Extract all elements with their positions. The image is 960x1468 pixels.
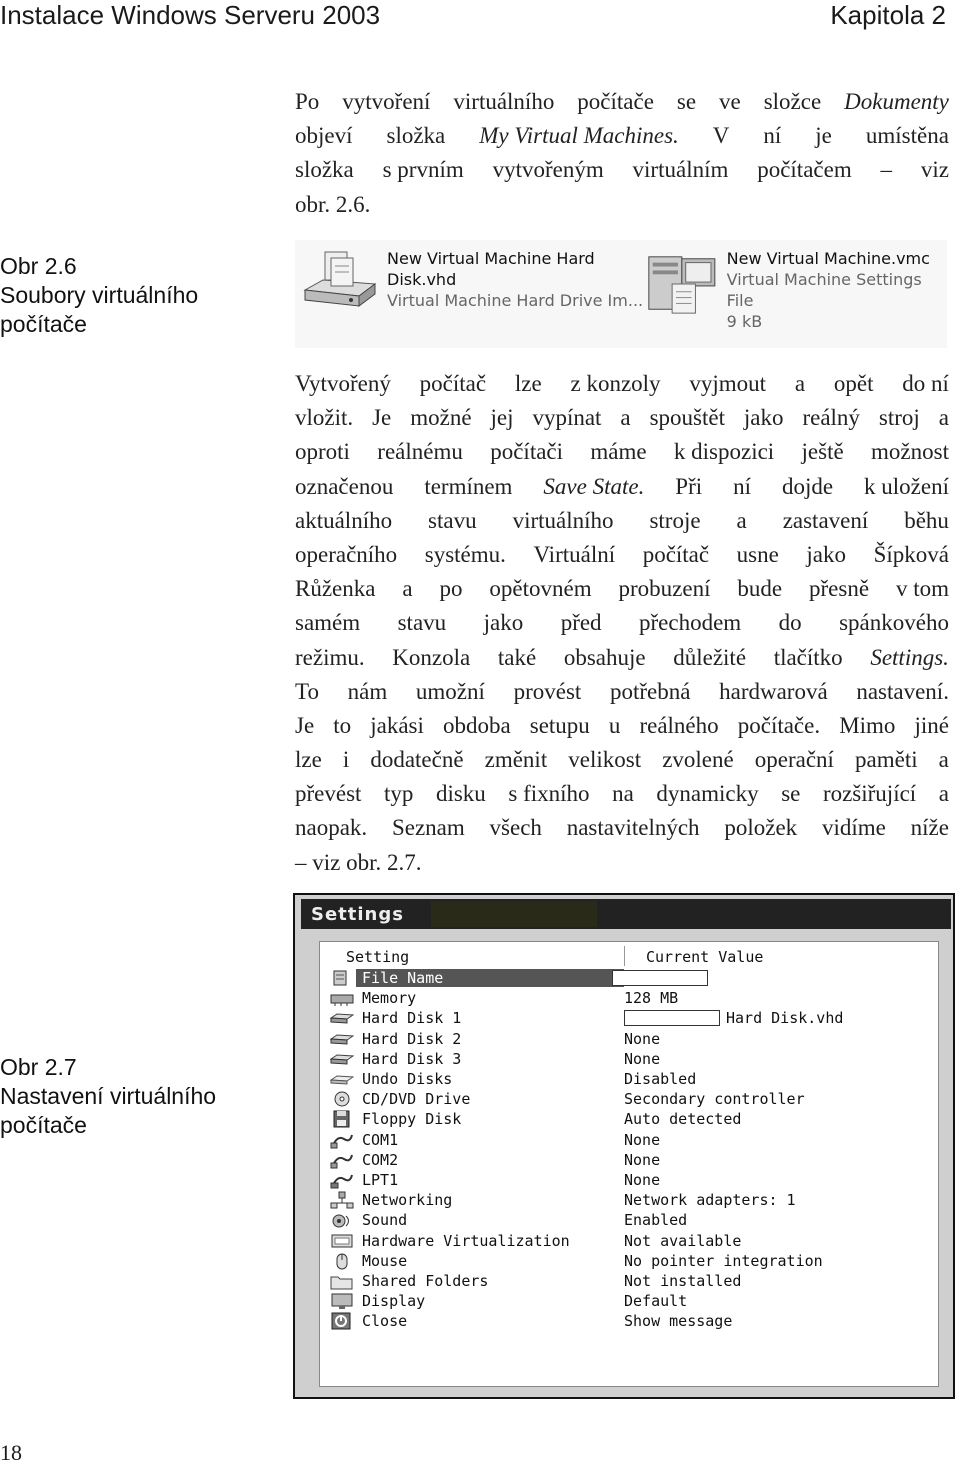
word: a [402,576,413,602]
word: Šípková [873,541,949,567]
value-text: Default [624,1292,688,1311]
word: všech [489,815,542,841]
settings-row[interactable] [328,1271,930,1291]
shared-folders-icon [328,1272,356,1290]
text-line [295,435,949,469]
network-icon [328,1191,356,1209]
com-port-icon [328,1151,356,1169]
word: Dokumenty [844,89,949,114]
setting-value [624,1232,741,1250]
settings-row[interactable] [328,1049,930,1069]
word: počítače [577,89,654,114]
display-icon [328,1292,356,1310]
caption-number: Obr 2.7 [0,1054,77,1080]
value-text: Secondary controller [624,1090,805,1109]
setting-value [624,1131,660,1149]
word: přechodem [639,610,742,636]
text-line [295,401,949,435]
file-type: Virtual Machine Hard Drive Im... [387,291,644,310]
hard-disk-icon [328,1009,356,1027]
word: ještě [801,439,844,465]
word: vytvoření [342,89,431,114]
word: zastavení [782,507,869,533]
setting-value [624,1070,696,1088]
word: obsahuje [563,644,646,670]
settings-row[interactable] [328,1230,930,1250]
word: změnit [484,747,548,773]
word: možné [410,405,472,431]
settings-row[interactable] [328,988,930,1008]
setting-name: Shared Folders [362,1271,489,1290]
floppy-icon [328,1110,356,1128]
text-line [295,572,949,606]
setting-value [624,1171,660,1189]
setting-value [624,1151,660,1169]
word: a [938,781,949,807]
word: počítač [419,371,487,396]
word: máme [590,439,647,465]
file-item-vmc[interactable] [643,248,947,332]
value-text: 128 MB [624,989,679,1008]
settings-row[interactable] [328,1008,930,1028]
caption-line: počítače [0,311,87,337]
word: v tom [895,576,949,602]
word: vložit. [295,405,354,431]
word: jako [806,541,846,567]
setting-name: Close [362,1312,408,1331]
word: přesně [809,576,870,602]
word: Mimo [839,712,896,738]
word: opět [833,371,874,396]
settings-window [293,893,955,1399]
value-text: Disabled [624,1070,697,1089]
word: důležité [673,644,747,670]
text-line [295,188,949,222]
caption-line: počítače [0,1112,87,1138]
word: označenou [295,473,394,499]
word: to [333,712,352,738]
word: Settings. [870,644,949,670]
figure-2-7-caption [0,1053,216,1140]
word: a [736,507,747,533]
word: nám [347,678,388,704]
text-line [295,641,949,675]
file-name: New Virtual Machine.vmc [726,249,930,268]
column-header-value[interactable]: Current Value [646,948,764,966]
word: – [880,157,893,183]
value-text: None [624,1029,661,1048]
text-line [295,709,949,743]
setting-name: COM1 [362,1130,399,1149]
body-paragraph [295,367,949,880]
value-text: Show message [624,1312,733,1331]
intro-paragraph [295,85,949,222]
word: režimu. [295,644,365,670]
figure-2-6-caption [0,252,198,339]
settings-row[interactable] [328,1069,930,1089]
word: vypínat [532,405,602,431]
setting-value [624,1050,660,1068]
word: aktuálního [295,507,393,533]
word: stroje [649,507,701,533]
value-text: No pointer integration [624,1251,823,1270]
word: a [938,405,949,431]
text-line [295,504,949,538]
word: velikost [568,747,642,773]
word: disku [435,781,486,807]
word: jako [483,610,524,636]
file-name: New Virtual Machine Hard [387,249,595,268]
text-line [295,811,949,845]
word: počítače. [737,712,821,738]
word: složka [386,123,446,149]
memory-icon [328,989,356,1007]
word: nastavitelných [566,815,700,841]
chapter-title: Instalace Windows Serveru 2003 [0,0,381,30]
settings-row[interactable] [328,1251,930,1271]
word: Růženka [295,576,376,602]
file-name-icon [328,969,356,987]
word: dodatečně [370,747,464,773]
word: do ní [902,371,949,396]
hardware-virtualization-icon [328,1232,356,1250]
word: Konzola [392,644,471,670]
text-line [295,675,949,709]
word: V [712,123,730,149]
value-text: None [624,1049,661,1068]
text-line [295,85,949,119]
word: nastavení. [856,678,949,704]
word: operační [754,747,834,773]
file-type: Virtual Machine Settings File [726,270,922,310]
word: usne [736,541,779,567]
word: na [612,781,634,807]
setting-name: Floppy Disk [362,1110,462,1129]
word: s fixního [508,781,590,807]
word: reálného [639,712,719,738]
word: provést [513,678,582,704]
word: virtuálního [512,507,614,533]
word: virtuálním [632,157,729,183]
settings-row[interactable] [328,1190,930,1210]
word: Je [372,405,392,431]
file-item-vhd[interactable] [301,248,643,320]
word: Vytvořený [295,371,391,396]
word: vytvořeným [492,157,604,183]
file-name: Disk.vhd [387,270,457,289]
settings-row[interactable] [328,1089,930,1109]
word: lze [514,371,542,396]
word: hardwarová [719,678,828,704]
setting-value [624,1312,732,1330]
word: také [497,644,537,670]
word: u [608,712,621,738]
word: umožní [415,678,485,704]
word: zvolené [662,747,734,773]
word: spánkového [839,610,949,636]
window-title: Settings [311,904,404,925]
word: do [778,610,802,636]
word: operačního [295,541,398,567]
word: probuzení [618,576,711,602]
titlebar-swatch [431,901,597,927]
column-header-setting[interactable]: Setting [346,948,410,966]
word: se [676,89,697,114]
word: – viz obr. 2.7. [295,849,422,875]
word: naopak. [295,815,368,841]
value-text: None [624,1150,661,1169]
text-line [295,470,949,504]
word: oproti [295,439,350,465]
settings-row[interactable] [328,1109,930,1129]
word: paměti [855,747,918,773]
text-line [295,119,949,153]
setting-value [624,1090,805,1108]
word: složce [763,89,822,114]
text-line [295,606,949,640]
settings-row[interactable] [328,968,930,988]
word: dynamicky [656,781,759,807]
word: objeví [295,123,353,149]
word: složka [295,157,354,183]
settings-row[interactable] [328,1150,930,1170]
hard-drive-icon [301,248,381,320]
word: převést [295,781,362,807]
setting-name: Display [362,1292,426,1311]
word: tlačítko [773,644,843,670]
word: obr. 2.6. [295,191,371,217]
value-field[interactable] [612,970,708,986]
word: typ [384,781,414,807]
page-number: 18 [0,1440,22,1465]
setting-value [624,989,678,1007]
word: obdoba [442,712,511,738]
word: Po [295,89,320,114]
word: před [560,610,602,636]
value-text: Auto detected [624,1110,742,1129]
word: jiné [914,712,949,738]
setting-value [624,1211,687,1229]
word: Je [295,712,315,738]
word: běhu [904,507,949,533]
setting-name: COM2 [362,1150,399,1169]
figure-2-6-file-view [295,240,947,348]
setting-name: Hard Disk 3 [362,1049,462,1068]
setting-name: Undo Disks [362,1070,453,1089]
word: po [439,576,463,602]
word: a [620,405,631,431]
computer-icon [643,248,721,320]
setting-value [624,1252,823,1270]
setting-name: CD/DVD Drive [362,1090,471,1109]
value-text: Hard Disk.vhd [726,1009,844,1028]
word: opětovném [489,576,592,602]
word: bude [737,576,783,602]
word: z konzoly [570,371,661,396]
word: se [781,781,801,807]
column-divider[interactable] [624,946,625,966]
word: reálný [802,405,860,431]
setting-name: Hardware Virtualization [362,1231,570,1250]
word: termínem [424,473,513,499]
word: jakási [370,712,424,738]
word: a [794,371,806,396]
word: systému. [424,541,506,567]
setting-name: Mouse [362,1251,408,1270]
word: rozšiřující [822,781,917,807]
word: počítači [490,439,564,465]
settings-row[interactable] [328,1291,930,1311]
word: stroj [878,405,920,431]
word: viz [920,157,949,183]
hard-disk-icon [328,1030,356,1048]
word: spouštět [649,405,725,431]
close-icon [328,1312,356,1330]
word: My Virtual Machines. [479,123,679,149]
word: reálnému [377,439,463,465]
word: setupu [529,712,590,738]
value-text: Not available [624,1231,742,1250]
word: počítačem [757,157,852,183]
word: s prvním [382,157,464,183]
settings-row[interactable] [328,1170,930,1190]
setting-name: File Name [356,969,624,987]
caption-number: Obr 2.6 [0,253,77,279]
word: je [815,123,832,149]
setting-name: Memory [362,989,417,1008]
word: dojde [781,473,834,499]
word: Save State. [543,473,645,499]
word: položek [724,815,798,841]
word: lze [295,747,322,773]
word: Při [675,473,703,499]
word: i [342,747,350,773]
word: možnost [871,439,949,465]
setting-name: Sound [362,1211,408,1230]
setting-name: Hard Disk 2 [362,1029,462,1048]
text-line [295,538,949,572]
file-size: 9 kB [726,312,763,331]
cd-dvd-icon [328,1090,356,1108]
settings-row[interactable] [328,1210,930,1230]
word: stavu [428,507,477,533]
setting-value [624,1030,660,1048]
word: jako [743,405,784,431]
word: potřebná [609,678,691,704]
hard-disk-icon [328,1050,356,1068]
window-titlebar [301,899,951,929]
settings-row[interactable] [328,1130,930,1150]
word: ve [719,89,741,114]
value-text: None [624,1170,661,1189]
settings-list [319,941,939,1387]
setting-value [624,1292,687,1310]
word: umístěna [865,123,949,149]
undo-disks-icon [328,1070,356,1088]
text-line [295,367,949,401]
text-line [295,846,949,880]
word: samém [295,610,361,636]
text-line [295,153,949,187]
settings-row[interactable] [328,1311,930,1331]
word: níže [910,815,949,841]
setting-value [624,970,714,986]
word: a [938,747,949,773]
value-text: Enabled [624,1211,688,1230]
setting-name: Hard Disk 1 [362,1009,462,1028]
setting-value [624,1110,741,1128]
word: k uložení [864,473,949,499]
word: virtuálního [453,89,555,114]
settings-rows [328,968,930,1331]
com-port-icon [328,1131,356,1149]
word: stavu [397,610,447,636]
settings-row[interactable] [328,1029,930,1049]
caption-line: Soubory virtuálního [0,282,199,308]
word: počítač [642,541,710,567]
text-line [295,743,949,777]
word: ní [733,473,751,499]
caption-line: Nastavení virtuálního [0,1083,217,1109]
sound-icon [328,1211,356,1229]
value-text: None [624,1130,661,1149]
mouse-icon [328,1252,356,1270]
word: jej [490,405,514,431]
word: ní [763,123,782,149]
word: vyjmout [689,371,767,396]
chapter-label: Kapitola 2 [830,0,946,30]
setting-name: Networking [362,1191,453,1210]
lpt-port-icon [328,1171,356,1189]
setting-name: LPT1 [362,1170,399,1189]
value-text: Network adapters: 1 [624,1191,796,1210]
text-line [295,777,949,811]
word: vidíme [821,815,886,841]
setting-value [624,1191,796,1209]
setting-value [624,1272,741,1290]
word: To [295,678,319,704]
setting-value [624,1009,843,1027]
word: Virtuální [533,541,616,567]
word: Seznam [391,815,465,841]
value-field[interactable] [624,1010,720,1026]
value-text: Not installed [624,1271,742,1290]
word: k dispozici [673,439,775,465]
